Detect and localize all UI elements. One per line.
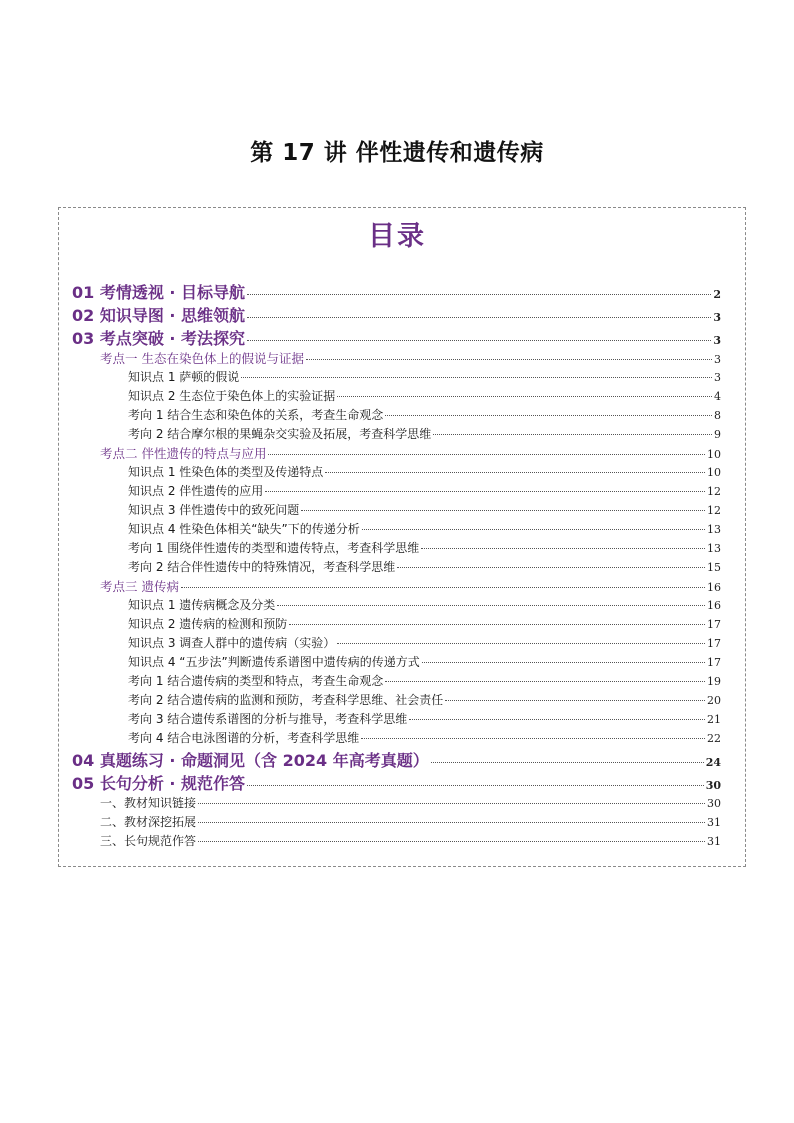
toc-dot-leader xyxy=(361,738,705,739)
toc-entry[interactable] xyxy=(72,368,721,387)
toc-dot-leader xyxy=(198,841,705,842)
toc-entry-label: 考向 1 围绕伴性遗传的类型和遗传特点，考查科学思维 xyxy=(128,541,420,555)
toc-entry-label: 考向 2 结合伴性遗传中的特殊情况，考查科学思维 xyxy=(128,560,396,574)
toc-dot-leader xyxy=(247,317,711,318)
toc-entry[interactable] xyxy=(72,748,721,771)
toc-dot-leader xyxy=(247,340,711,341)
toc-dot-leader xyxy=(385,681,705,682)
toc-heading: 目录 xyxy=(368,221,426,252)
toc-entry-page-number: 31 xyxy=(707,816,721,829)
toc-dot-leader xyxy=(422,662,705,663)
toc-entry[interactable] xyxy=(72,653,721,672)
toc-entry-page-number: 22 xyxy=(707,732,721,745)
toc-entry-page-number: 8 xyxy=(714,409,721,422)
toc-dot-leader xyxy=(181,587,705,588)
toc-entry-label: 考向 1 结合遗传病的类型和特点，考查生命观念 xyxy=(128,674,384,688)
toc-dot-leader xyxy=(198,822,705,823)
toc-entry-page-number: 3 xyxy=(713,311,721,324)
toc-entry-page-number: 3 xyxy=(713,334,721,347)
page-title: 第 17 讲 伴性遗传和遗传病 xyxy=(250,140,544,166)
toc-dot-leader xyxy=(247,294,711,295)
toc-entry[interactable] xyxy=(72,615,721,634)
toc-entry[interactable] xyxy=(72,558,721,577)
toc-entry-page-number: 16 xyxy=(707,599,721,612)
toc-entry-page-number: 24 xyxy=(705,756,721,769)
toc-dot-leader xyxy=(409,719,705,720)
toc-entry-page-number: 9 xyxy=(714,428,721,441)
toc-entry-page-number: 13 xyxy=(707,542,721,555)
toc-entry-label: 02 知识导图 · 思维领航 xyxy=(72,306,246,325)
toc-entry[interactable] xyxy=(72,387,721,406)
toc-entry[interactable] xyxy=(72,482,721,501)
toc-entry-page-number: 12 xyxy=(707,504,721,517)
toc-entry-label: 知识点 2 伴性遗传的应用 xyxy=(128,484,264,498)
toc-entry-page-number: 31 xyxy=(707,835,721,848)
toc-entry-page-number: 10 xyxy=(707,448,721,461)
toc-entry[interactable] xyxy=(72,813,721,832)
toc-entry[interactable] xyxy=(72,425,721,444)
toc-entry-label: 知识点 1 性染色体的类型及传递特点 xyxy=(128,465,324,479)
toc-entry[interactable] xyxy=(72,280,721,303)
toc-entry-label: 一、教材知识链接 xyxy=(100,796,197,810)
toc-entry[interactable] xyxy=(72,832,721,851)
toc-entry[interactable] xyxy=(72,463,721,482)
toc-entry-label: 三、长句规范作答 xyxy=(100,834,197,848)
toc-dot-leader xyxy=(421,548,705,549)
toc-entry[interactable] xyxy=(72,729,721,748)
toc-dot-leader xyxy=(268,454,705,455)
toc-entry[interactable] xyxy=(72,710,721,729)
toc-entry-label: 考向 1 结合生态和染色体的关系，考查生命观念 xyxy=(128,408,384,422)
toc-entry-page-number: 20 xyxy=(707,694,721,707)
toc-entry-page-number: 17 xyxy=(707,637,721,650)
toc-entry-label: 知识点 1 遗传病概念及分类 xyxy=(128,598,276,612)
toc-entry-label: 二、教材深挖拓展 xyxy=(100,815,197,829)
toc-entry[interactable] xyxy=(72,634,721,653)
toc-entry[interactable] xyxy=(72,596,721,615)
toc-dot-leader xyxy=(337,396,712,397)
toc-entry[interactable] xyxy=(72,794,721,813)
toc-entry-label: 知识点 2 遗传病的检测和预防 xyxy=(128,617,288,631)
toc-entry-page-number: 21 xyxy=(707,713,721,726)
toc-entry[interactable] xyxy=(72,539,721,558)
toc-entry-label: 知识点 3 调查人群中的遗传病（实验） xyxy=(128,636,336,650)
toc-entry-label: 考点三 遗传病 xyxy=(100,579,179,594)
toc-entry-label: 考向 2 结合遗传病的监测和预防，考查科学思维、社会责任 xyxy=(128,693,444,707)
toc-dot-leader xyxy=(325,472,705,473)
toc-dot-leader xyxy=(289,624,705,625)
toc-entry-page-number: 3 xyxy=(714,353,721,366)
toc-dot-leader xyxy=(362,529,705,530)
toc-entry[interactable] xyxy=(72,771,721,794)
toc-entry-label: 03 考点突破 · 考法探究 xyxy=(72,329,246,348)
toc-entry-label: 05 长句分析 · 规范作答 xyxy=(72,774,246,793)
toc-entry-page-number: 2 xyxy=(713,288,721,301)
toc-dot-leader xyxy=(277,605,705,606)
toc-entry[interactable] xyxy=(72,501,721,520)
toc-entry-label: 考向 3 结合遗传系谱图的分析与推导，考查科学思维 xyxy=(128,712,408,726)
toc-entry-label: 知识点 1 萨顿的假说 xyxy=(128,370,240,384)
toc-entry-page-number: 13 xyxy=(707,523,721,536)
toc-entry-label: 知识点 4 性染色体相关“缺失”下的传递分析 xyxy=(128,522,360,536)
toc-entry-label: 考点二 伴性遗传的特点与应用 xyxy=(100,446,267,461)
toc-dot-leader xyxy=(445,700,705,701)
toc-dot-leader xyxy=(385,415,712,416)
toc-entry-label: 知识点 2 生态位于染色体上的实验证据 xyxy=(128,389,336,403)
toc-entry-label: 考向 2 结合摩尔根的果蝇杂交实验及拓展，考查科学思维 xyxy=(128,427,432,441)
toc-entry-label: 考向 4 结合电泳图谱的分析，考查科学思维 xyxy=(128,731,360,745)
toc-entry-page-number: 3 xyxy=(714,371,721,384)
toc-dot-leader xyxy=(247,785,704,786)
toc-dot-leader xyxy=(306,359,712,360)
toc-entry-label: 考点一 生态在染色体上的假说与证据 xyxy=(100,351,304,366)
toc-entry[interactable] xyxy=(72,303,721,326)
toc-dot-leader xyxy=(265,491,705,492)
toc-dot-leader xyxy=(301,510,705,511)
toc-entry-page-number: 17 xyxy=(707,618,721,631)
toc-entry-label: 04 真题练习 · 命题洞见（含 2024 年高考真题） xyxy=(72,751,429,770)
toc-entry[interactable] xyxy=(72,520,721,539)
toc-entry-page-number: 16 xyxy=(707,581,721,594)
toc-entry[interactable] xyxy=(72,406,721,425)
toc-entry-page-number: 17 xyxy=(707,656,721,669)
toc-entry-page-number: 4 xyxy=(714,390,721,403)
toc-entry-label: 知识点 3 伴性遗传中的致死问题 xyxy=(128,503,300,517)
toc-entry[interactable] xyxy=(72,349,721,368)
toc-entry[interactable] xyxy=(72,326,721,349)
toc-entry[interactable] xyxy=(72,691,721,710)
toc-dot-leader xyxy=(198,803,705,804)
toc-dot-leader xyxy=(397,567,705,568)
toc-dot-leader xyxy=(337,643,705,644)
toc-dot-leader xyxy=(241,377,712,378)
toc-entry[interactable] xyxy=(72,577,721,596)
toc-entry[interactable] xyxy=(72,672,721,691)
toc-entry[interactable] xyxy=(72,444,721,463)
toc-entry-label: 知识点 4 “五步法”判断遗传系谱图中遗传病的传递方式 xyxy=(128,655,420,669)
table-of-contents xyxy=(72,280,721,851)
toc-entry-label: 01 考情透视 · 目标导航 xyxy=(72,283,246,302)
toc-dot-leader xyxy=(433,434,712,435)
toc-entry-page-number: 19 xyxy=(707,675,721,688)
toc-dot-leader xyxy=(431,762,704,763)
toc-entry-page-number: 12 xyxy=(707,485,721,498)
toc-entry-page-number: 30 xyxy=(705,779,721,792)
toc-entry-page-number: 10 xyxy=(707,466,721,479)
toc-entry-page-number: 15 xyxy=(707,561,721,574)
toc-entry-page-number: 30 xyxy=(707,797,721,810)
